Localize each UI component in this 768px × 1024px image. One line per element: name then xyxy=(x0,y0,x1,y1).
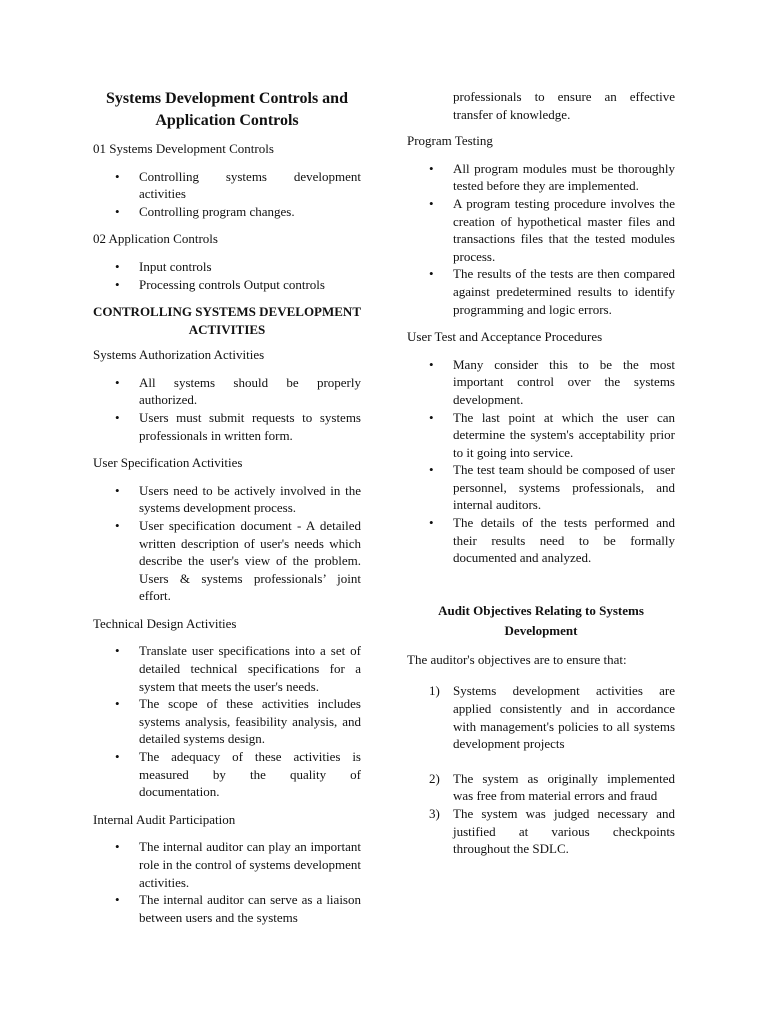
bullet-icon: • xyxy=(115,168,120,184)
list-item: • The scope of these activities includes systems analysis, feasibility analysis, and detailed systems design. xyxy=(115,696,361,747)
bullet-icon: • xyxy=(429,266,434,282)
right-column xyxy=(407,88,675,868)
internal-audit-continuation: professionals to ensure an effective transfer of knowledge. xyxy=(453,89,675,122)
list-item: • The results of the tests are then compared against predetermined results to identify programming and logic errors. xyxy=(429,266,675,317)
audit-objectives-heading: Audit Objectives Relating to Systems Development xyxy=(438,602,644,638)
user-specification-list xyxy=(93,482,361,605)
bullet-icon: • xyxy=(115,696,120,712)
section-heading-user-test: User Test and Acceptance Procedures xyxy=(407,329,603,345)
list-item: • Users need to be actively involved in the systems development process. xyxy=(115,482,361,516)
list-item: • Users must submit requests to systems professionals in written form. xyxy=(115,409,361,443)
systems-authorization-list xyxy=(93,374,361,444)
bullet-icon: • xyxy=(429,462,434,478)
bullet-icon: • xyxy=(115,409,120,425)
internal-audit-list xyxy=(93,838,361,926)
bullet-icon: • xyxy=(429,195,434,211)
list-item: • The details of the tests performed and their results need to be formally documented and analyzed. xyxy=(429,515,675,566)
section-heading-user-specification: User Specification Activities xyxy=(93,455,243,471)
bullet-icon: • xyxy=(115,482,120,498)
list-number: 3) xyxy=(429,806,440,821)
list-item: • Controlling program changes. xyxy=(115,203,295,219)
bullet-icon: • xyxy=(115,839,120,855)
list-item: • Many consider this to be the most important control over the systems development. xyxy=(429,356,675,407)
application-controls-list xyxy=(93,258,361,293)
left-column xyxy=(93,88,361,936)
list-item: • The internal auditor can play an important role in the control of systems development activities. xyxy=(115,839,361,890)
bullet-icon: • xyxy=(429,409,434,425)
list-item: • User specification document - A detailed written description of user's needs which describe the user's view of the problem. Users & systems professionals’ joint effort. xyxy=(115,517,361,604)
technical-design-list xyxy=(93,642,361,800)
section-heading-program-testing: Program Testing xyxy=(407,133,493,149)
bullet-icon: • xyxy=(429,515,434,531)
program-testing-list xyxy=(407,160,675,318)
list-item: • The internal auditor can serve as a liaison between users and the systems xyxy=(115,892,361,925)
bullet-icon: • xyxy=(115,892,120,908)
section-heading-application-controls: 02 Application Controls xyxy=(93,231,218,247)
list-item: • The test team should be composed of user personnel, systems professionals, and internal auditors. xyxy=(429,462,675,513)
list-item: • All systems should be properly authorized. xyxy=(115,374,361,408)
bullet-icon: • xyxy=(115,643,120,659)
section-heading-systems-development-controls: 01 Systems Development Controls xyxy=(93,141,274,156)
bullet-icon: • xyxy=(429,160,434,176)
list-item: • The last point at which the user can determine the system's acceptability prior to it going into service. xyxy=(429,409,675,460)
audit-objectives-intro: The auditor's objectives are to ensure that: xyxy=(407,651,627,667)
audit-objectives-list xyxy=(407,682,675,857)
section-heading-internal-audit: Internal Audit Participation xyxy=(93,811,236,827)
bullet-icon: • xyxy=(115,517,120,533)
list-item: • The adequacy of these activities is measured by the quality of documentation. xyxy=(115,749,361,800)
page-title: Systems Development Controls and Application Controls xyxy=(106,90,348,129)
bullet-icon: • xyxy=(115,258,120,274)
list-number: 1) xyxy=(429,683,440,699)
bullet-icon: • xyxy=(115,203,120,219)
user-test-list xyxy=(407,356,675,567)
list-item: • All program modules must be thoroughly tested before they are implemented. xyxy=(429,160,675,194)
bullet-icon: • xyxy=(115,749,120,765)
list-item: • Translate user specifications into a set of detailed technical specifications for a system that meets the user's needs. xyxy=(115,643,361,694)
bullet-icon: • xyxy=(115,374,120,390)
bullet-icon: • xyxy=(115,276,120,292)
list-item: • Input controls xyxy=(115,258,212,274)
section-heading-systems-authorization: Systems Authorization Activities xyxy=(93,347,265,363)
systems-development-controls-list xyxy=(93,168,361,221)
list-item: • A program testing procedure involves the creation of hypothetical master files and transactions files that the tested modules process. xyxy=(429,195,675,264)
list-item: • Processing controls Output controls xyxy=(115,276,325,292)
section-heading-technical-design: Technical Design Activities xyxy=(93,615,237,631)
bullet-icon: • xyxy=(429,356,434,372)
controlling-systems-heading: CONTROLLING SYSTEMS DEVELOPMENT ACTIVITIES xyxy=(93,304,361,338)
list-item: 1) Systems development activities are applied consistently and in accordance with management's policies to all systems development projects xyxy=(429,683,675,752)
list-number: 2) xyxy=(429,770,440,786)
list-item: 2) The system as originally implemented was free from material errors and fraud xyxy=(429,770,675,804)
list-item: • Controlling systems development activities xyxy=(115,168,361,202)
list-item: 3) The system was judged necessary and justified at various checkpoints throughout the SDLC. xyxy=(429,806,675,857)
